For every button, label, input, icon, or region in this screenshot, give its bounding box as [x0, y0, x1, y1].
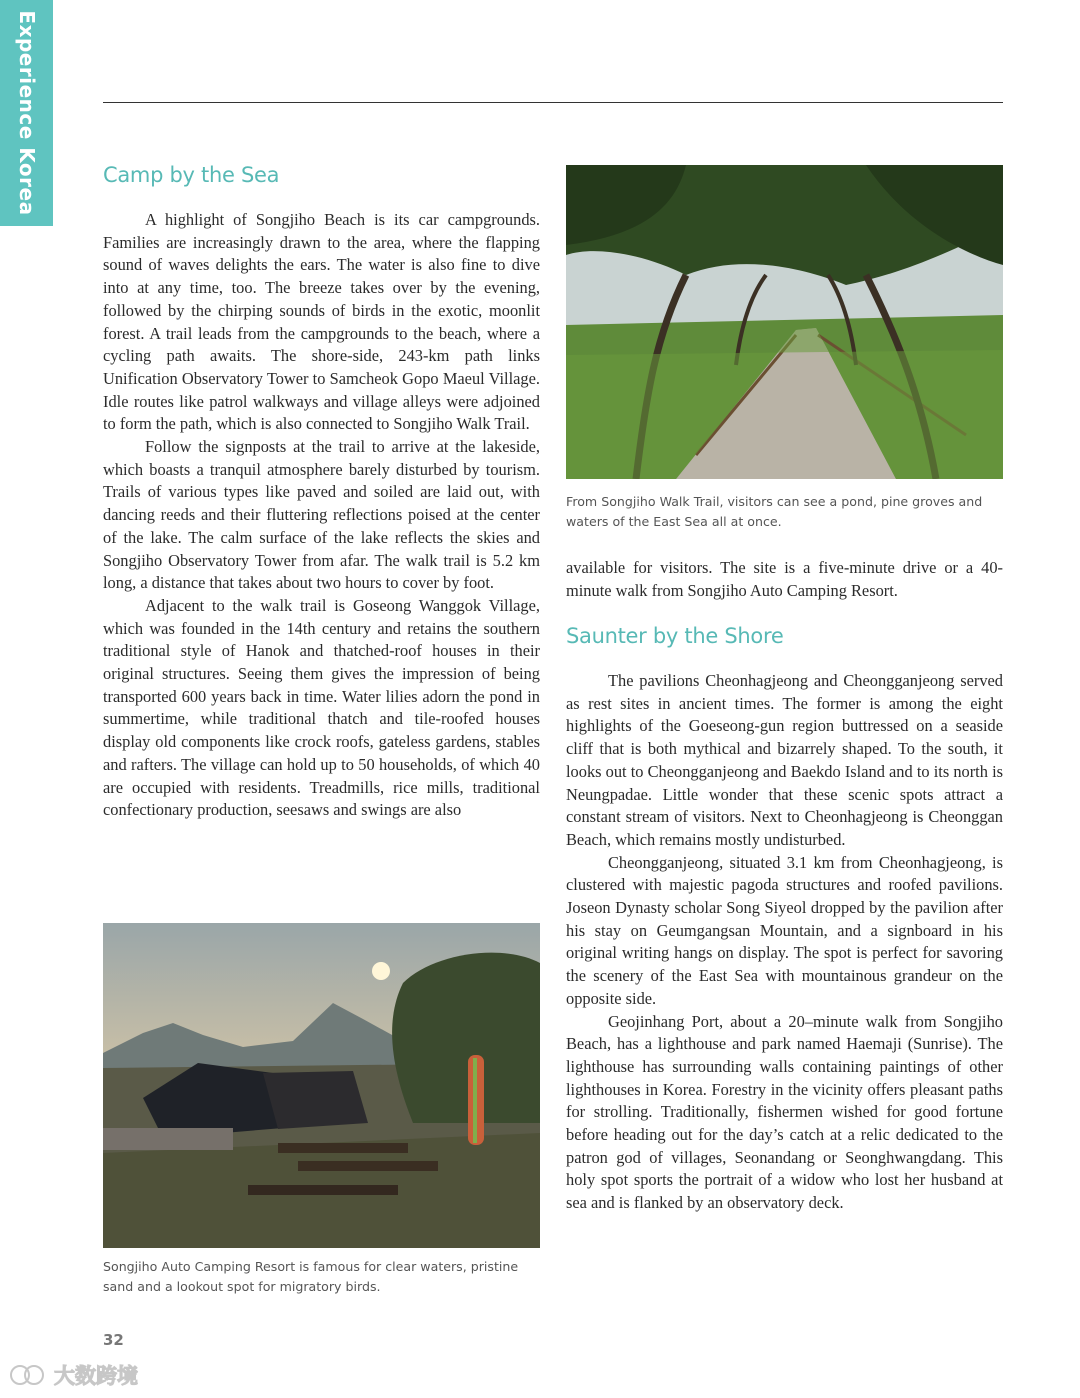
watermark [8, 1360, 138, 1390]
page-number: 32 [103, 1331, 124, 1349]
section-tab [0, 0, 53, 226]
section-heading-camp: Camp by the Sea [103, 163, 280, 187]
paragraph: Geojinhang Port, about a 20–minute walk from Songjiho Beach, has a lighthouse and park named Haemaji (Sunrise). The lighthouse has surrounding walls containing paintings of other lighthouses in Korea. Forestry in the vicinity offers pleasant paths for strolling. Traditionally, fishermen wished for good fortune before heading out for the day’s catch at a relic dedicated to the patron god of villages, Seonandang or Seonghwangdang. This holy spot sports the portrait of a widow who lost her husband at sea and is flanked by an observatory deck. [566, 1011, 1003, 1213]
right-column-text [566, 670, 1003, 1215]
right-column-continuation [566, 557, 1003, 602]
paragraph: Follow the signposts at the trail to arrive at the lakeside, which boasts a tranquil atmosphere barely disturbed by tourism. Trails of various types like paved and soiled are laid out, with dancing reeds and their fluttering reflections poised at the center of the lake. The calm surface of the lake reflects the skies and Songjiho Observatory Tower from afar. The walk trail is 5.2 km long, a distance that takes about two hours to cover by foot. [103, 437, 540, 593]
section-heading-saunter: Saunter by the Shore [566, 624, 784, 648]
walk-trail-photo [566, 165, 1003, 479]
left-column-text [103, 209, 540, 822]
paragraph: Cheongganjeong, situated 3.1 km from Cheonhagjeong, is clustered with majestic pagoda structures and roofed pavilions. Joseon Dynasty scholar Song Siyeol dropped by the pavilion after his stay on Geumgangsan Mountain, and a signboard in his original writing hangs on display. The spot is perfect for savoring the scenery of the East Sea with mountainous grandeur on the opposite side. [566, 852, 1003, 1008]
paragraph: Adjacent to the walk trail is Goseong Wanggok Village, which was founded in the 14th century and retains the southern traditional style of Hanok and thatched-roof houses in their original structures. Seeing them gives the impression of being transported 600 years back in time. Water lilies adorn the pond in summertime, while traditional thatch and tile-roofed houses display old components like crock roofs, gateless gardens, stables and rafters. The village can hold up to 50 households, of which 40 are occupied with residents. Treadmills, rice mills, traditional confectionary production, seesaws and swings are also [103, 595, 540, 820]
watermark-text: 大数跨境 [54, 1364, 138, 1388]
walk-trail-photo-caption: From Songjiho Walk Trail, visitors can see a pond, pine groves and waters of the East Sea all at once. [566, 494, 983, 529]
camping-photo [103, 923, 540, 1248]
watermark-logo-icon [8, 1362, 48, 1388]
paragraph: The pavilions Cheonhagjeong and Cheongganjeong served as rest sites in ancient times. The former is among the eight highlights of the Goeseong-gun region buttressed on a seaside cliff that is both mythical and bizarrely shaped. To the south, it looks out to Cheongganjeong and Baekdo Island and to its north is Neungpadae. Little wonder that these scenic spots attract a constant stream of visitors. Next to Cheonhagjeong is Cheonggan Beach, which remains mostly undisturbed. [566, 671, 1003, 849]
header-rule [103, 102, 1003, 103]
section-tab-label: Experience Korea [14, 10, 39, 216]
paragraph: A highlight of Songjiho Beach is its car campgrounds. Families are increasingly drawn to the area, where the flapping sound of waves delights the ears. The water is also fine to dive into at any time, too. The breeze takes over by the evening, followed by the chirping sounds of birds in the exotic, moonlit forest. A trail leads from the campgrounds to the beach, where a cycling path awaits. The shore-side, 243-km path links Unification Observatory Tower to Samcheok Gopo Maeul Village. Idle routes like patrol walkways and village alleys were adjoined to form the path, which is also connected to Songjiho Walk Trail. [103, 210, 540, 434]
camping-photo-caption: Songjiho Auto Camping Resort is famous for clear waters, pristine sand and a lookout spot for migratory birds. [103, 1259, 519, 1294]
paragraph: available for visitors. The site is a five-minute drive or a 40-minute walk from Songjiho Auto Camping Resort. [566, 558, 1003, 600]
